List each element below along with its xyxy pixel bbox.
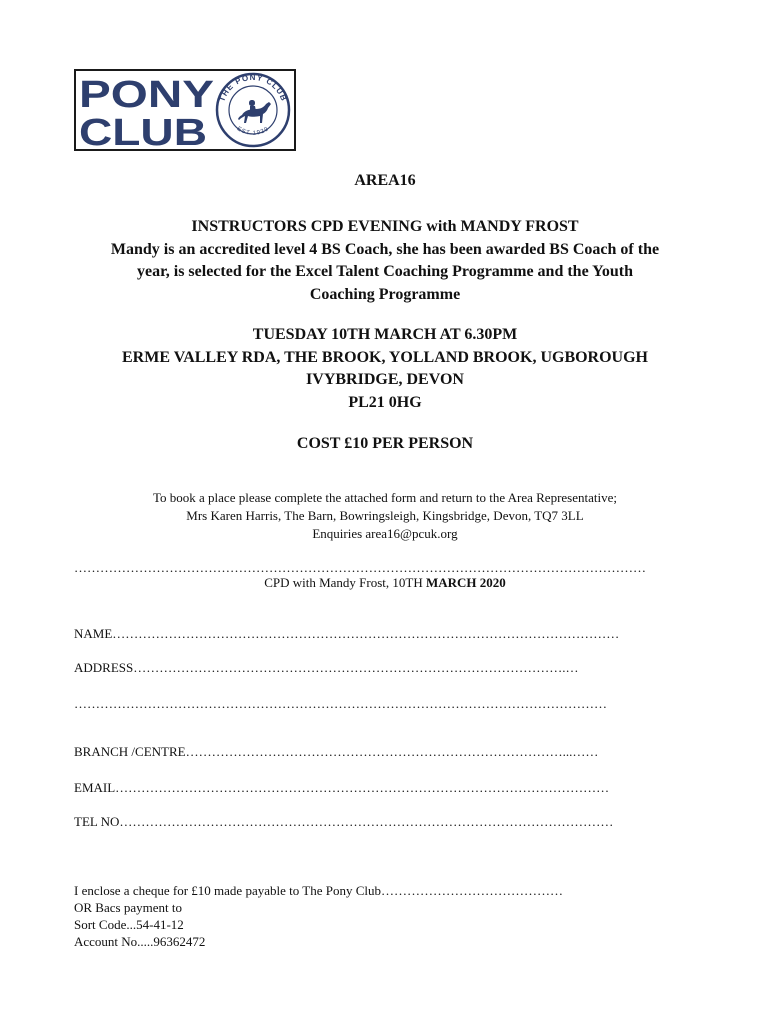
event-details-block	[0, 324, 770, 414]
branch-centre-field[interactable]: BRANCH /CENTRE……………………………………………………………………………...……	[74, 744, 599, 759]
event-postcode: PL21 0HG	[348, 393, 422, 411]
address-field[interactable]: ADDRESS……………………………………………………………………………………….…	[74, 660, 579, 675]
event-venue-line-2: IVYBRIDGE, DEVON	[306, 371, 464, 388]
form-heading-date: MARCH 2020	[426, 575, 506, 590]
pony-club-logo	[74, 69, 296, 151]
logo-roundel-icon	[217, 73, 289, 146]
form-separator: ……………………………………………………………………………………………………………………	[74, 560, 646, 575]
event-title: INSTRUCTORS CPD EVENING with MANDY FROST	[191, 218, 579, 235]
address-field-line-2[interactable]: ……………………………………………………………………………………………………………	[74, 696, 607, 711]
booking-line-2: Mrs Karen Harris, The Barn, Bowringsleigh, Kingsbridge, Devon, TQ7 3LL	[186, 508, 584, 523]
booking-line-1: To book a place please complete the attached form and return to the Area Representative;	[152, 490, 617, 505]
event-title-block	[0, 216, 770, 306]
area-heading: AREA16	[354, 172, 416, 189]
event-date-time: TUESDAY 10TH MARCH AT 6.30PM	[252, 326, 518, 343]
form-heading	[0, 575, 770, 591]
tel-no-field[interactable]: TEL NO……………………………………………………………………………………………………	[74, 814, 614, 829]
event-cost: COST £10 PER PERSON	[296, 435, 474, 452]
cheque-line[interactable]: I enclose a cheque for £10 made payable to The Pony Club……………………………………	[74, 883, 563, 898]
coach-description-line-2: year, is selected for the Excel Talent Coaching Programme and the Youth	[137, 263, 633, 280]
pony-club-logo-graphic	[76, 71, 294, 149]
logo-club-text: CLUB	[79, 112, 207, 149]
coach-description-line-3: Coaching Programme	[309, 285, 461, 303]
payment-details	[74, 882, 563, 950]
account-number: Account No.....96362472	[74, 934, 206, 949]
event-venue-line-1: ERME VALLEY RDA, THE BROOK, YOLLAND BROOK, UGBOROUGH	[122, 348, 648, 366]
form-heading-text: CPD with Mandy Frost, 10TH	[264, 575, 426, 590]
email-field[interactable]: EMAIL……………………………………………………………………………………………………	[74, 780, 610, 795]
logo-ring-text: THE PONY CLUB	[217, 72, 289, 103]
booking-line-3: Enquiries area16@pcuk.org	[312, 526, 458, 541]
logo-pony-text: PONY	[79, 74, 214, 116]
logo-est-text: EST 1929	[235, 126, 271, 137]
coach-description-line-1: Mandy is an accredited level 4 BS Coach, she has been awarded BS Coach of the	[110, 240, 660, 258]
booking-instructions	[0, 489, 770, 543]
sort-code: Sort Code...54-41-12	[74, 917, 184, 932]
bacs-line: OR Bacs payment to	[74, 900, 182, 915]
name-field[interactable]: NAME………………………………………………………………………………………………………	[74, 626, 620, 641]
